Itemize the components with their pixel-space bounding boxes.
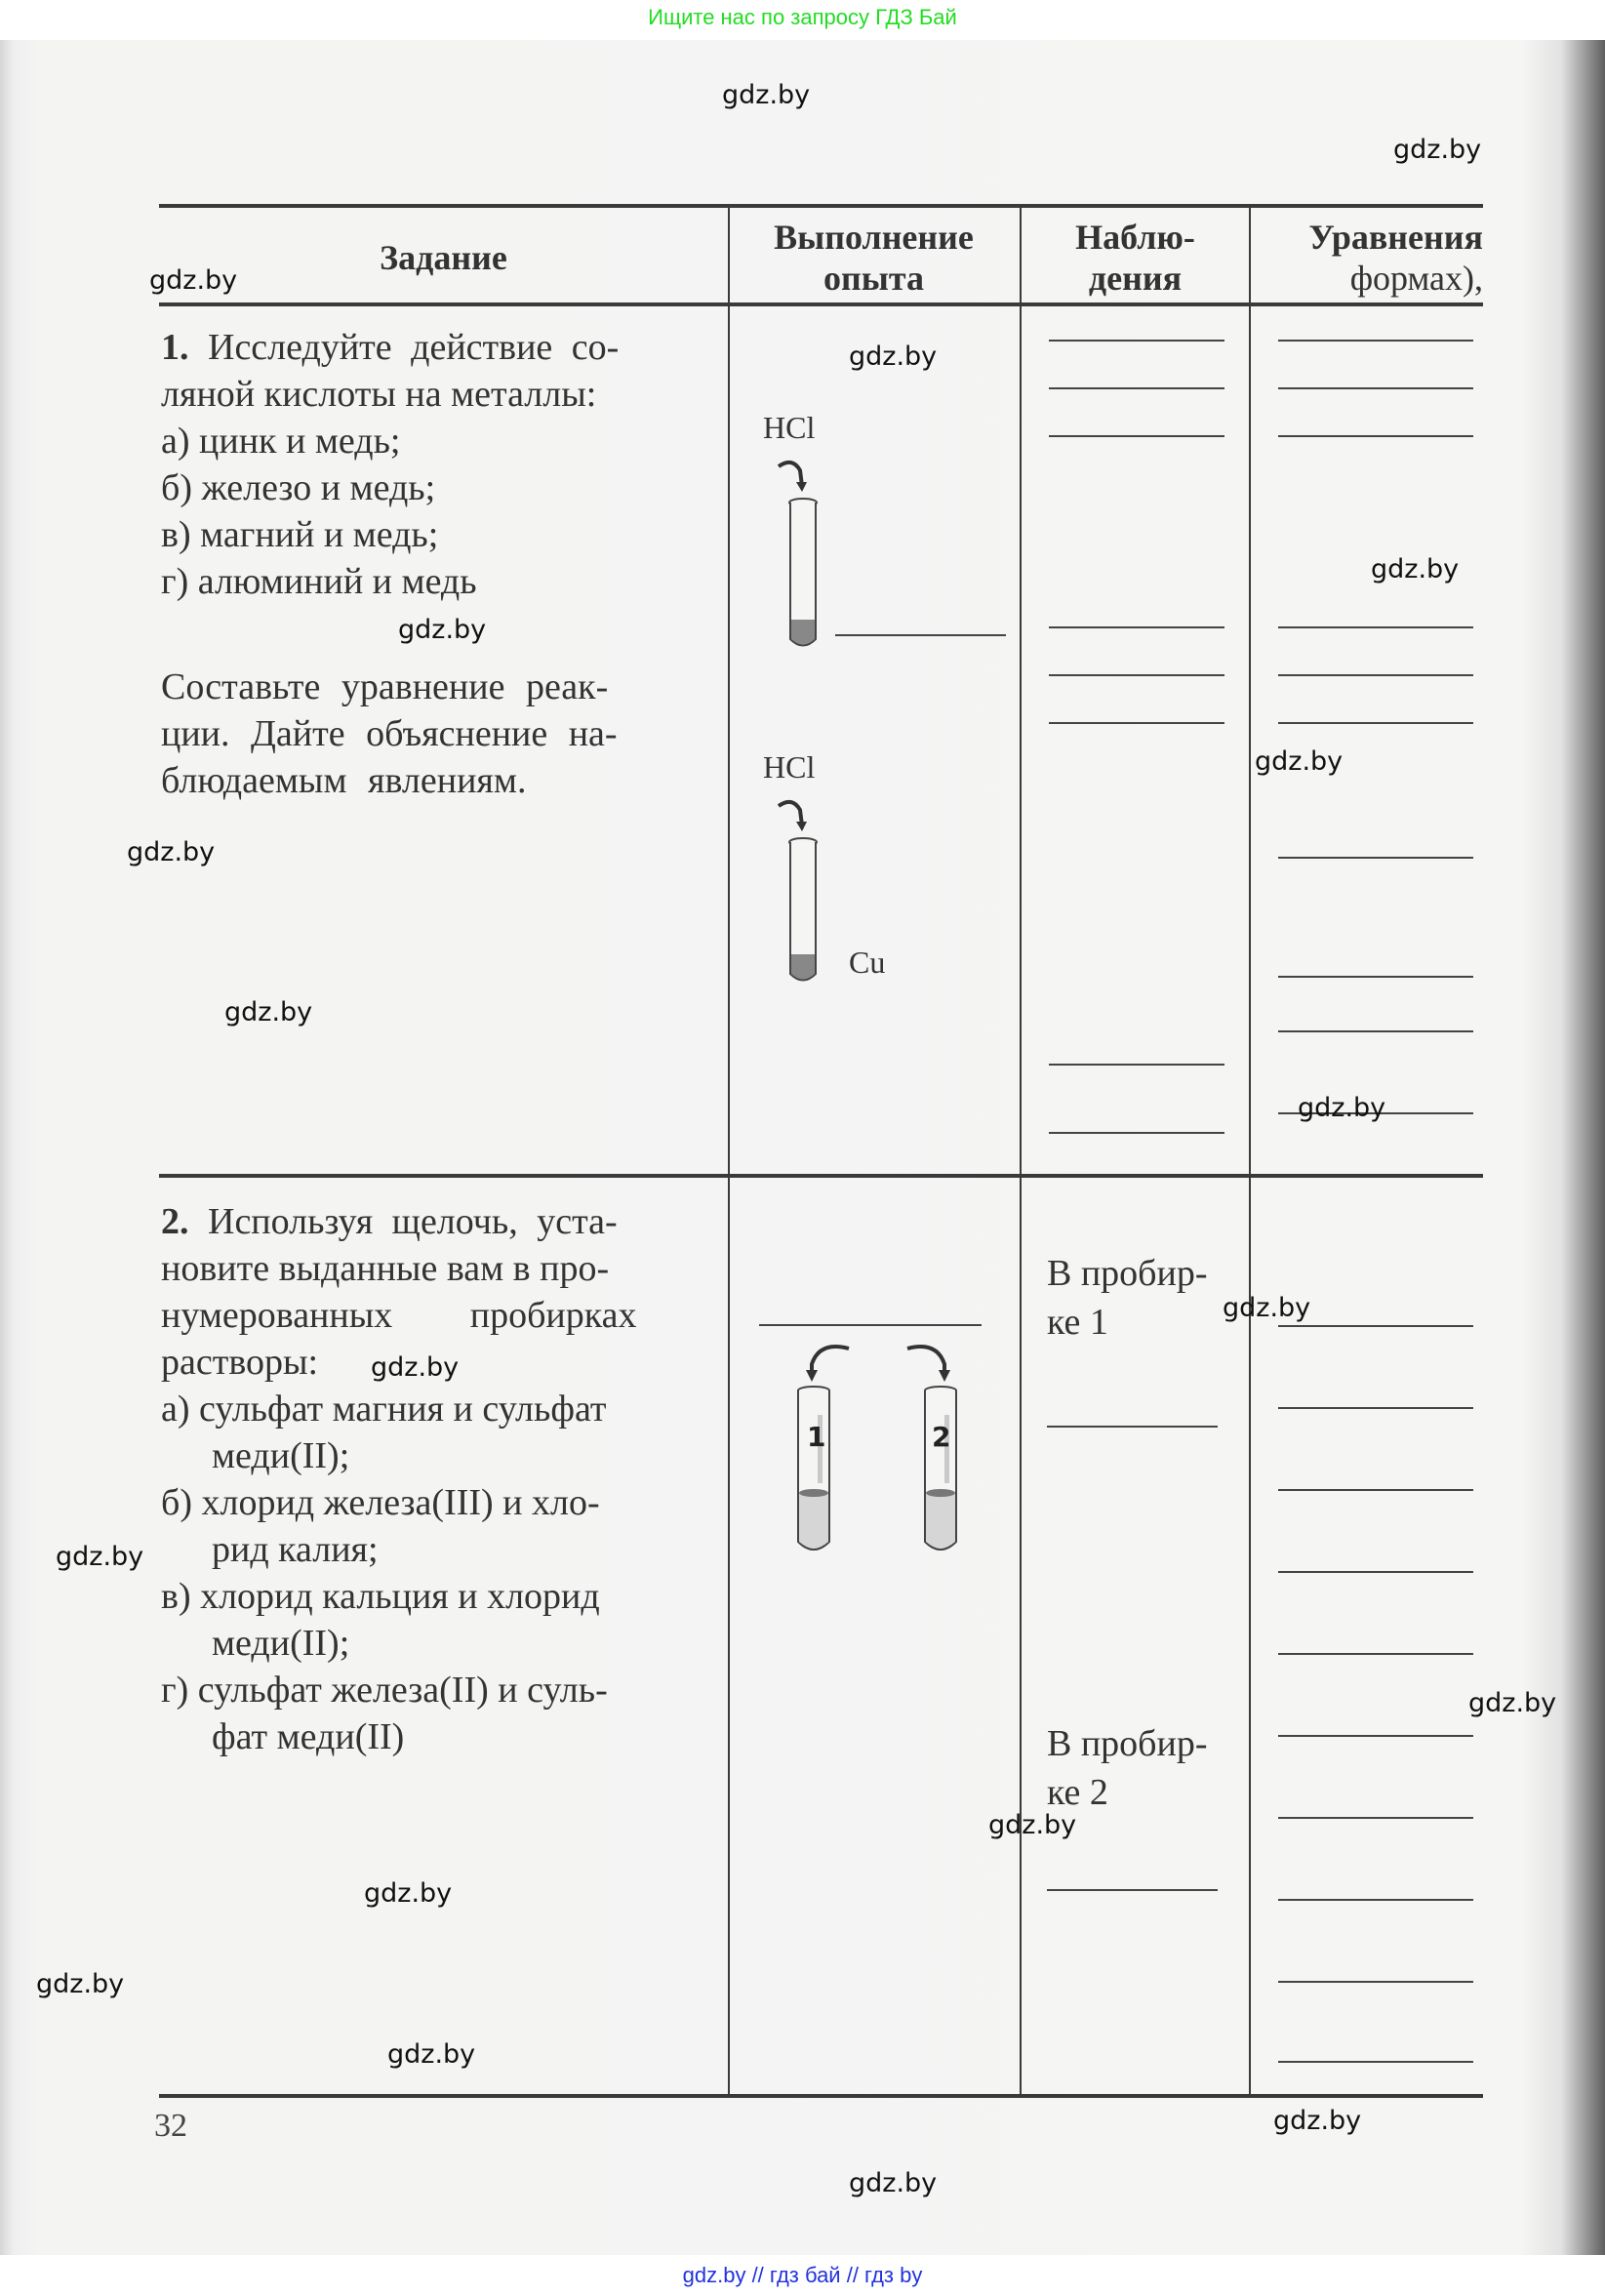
watermark: gdz.by	[36, 1969, 125, 1999]
watermark: gdz.by	[1223, 1293, 1311, 1323]
task-2-line: нумерованных пробирках	[161, 1295, 637, 1336]
watermark: gdz.by	[364, 1878, 453, 1909]
observation-tube-1-line1: В пробир-	[1047, 1253, 1208, 1294]
svg-text:1: 1	[807, 1421, 826, 1453]
watermark: gdz.by	[988, 1810, 1077, 1840]
answer-line	[1278, 2061, 1473, 2063]
task-1-line: ляной кислоты на металлы:	[161, 374, 597, 415]
answer-line	[1278, 1899, 1473, 1901]
task-2-option-b-cont: рид калия;	[212, 1529, 379, 1570]
watermark: gdz.by	[1273, 2106, 1362, 2136]
answer-line	[1278, 722, 1473, 724]
header-observations-line1: Наблю-	[1075, 218, 1195, 257]
task-1-option-d: г) алюминий и медь	[161, 561, 477, 602]
answer-line	[1278, 674, 1473, 676]
header-experiment-line2: опыта	[823, 259, 924, 298]
answer-line	[1278, 976, 1473, 978]
watermark: gdz.by	[127, 837, 216, 867]
header-equations	[1251, 217, 1483, 299]
task-1-line: Исследуйте действие со-	[208, 327, 620, 368]
watermark: gdz.by	[371, 1352, 460, 1383]
header-observations	[1021, 217, 1250, 299]
task-2-option-a: а) сульфат магния и сульфат	[161, 1389, 607, 1430]
answer-line	[1278, 1981, 1473, 1983]
watermark: gdz.by	[1393, 135, 1482, 165]
answer-line	[1278, 340, 1473, 342]
watermark: gdz.by	[56, 1542, 144, 1572]
footer-links[interactable]: gdz.by // гдз бай // гдз by	[682, 2263, 923, 2287]
observation-tube-1-line2: ке 1	[1047, 1302, 1108, 1343]
task-2-option-c: в) хлорид кальция и хлорид	[161, 1576, 600, 1617]
observation-tube-1	[1047, 1249, 1208, 1347]
header-experiment-line1: Выполнение	[774, 218, 974, 257]
task-2-line: новите выданные вам в про-	[161, 1248, 610, 1289]
watermark: gdz.by	[1371, 554, 1460, 584]
task-2-number: 2.	[161, 1201, 189, 1242]
answer-line	[1278, 857, 1473, 859]
watermark: gdz.by	[1298, 1093, 1386, 1123]
reagent-label-hcl-2: HCl	[763, 749, 816, 785]
watermark: gdz.by	[398, 615, 487, 645]
task-1-instruction-line: блюдаемым явлениям.	[161, 760, 527, 801]
task-2-option-b: б) хлорид железа(III) и хло-	[161, 1482, 600, 1523]
table-top-border	[159, 204, 1483, 208]
task-2-line: Используя щелочь, уста-	[208, 1201, 618, 1242]
header-task: Задание	[380, 238, 507, 277]
test-tube-1-icon	[771, 459, 839, 654]
observation-tube-2-line2: ке 2	[1047, 1772, 1108, 1813]
test-tube-copper-icon	[771, 798, 839, 993]
task-2-option-d: г) сульфат железа(II) и суль-	[161, 1670, 608, 1711]
watermark: gdz.by	[224, 997, 313, 1027]
task-2-text	[161, 1198, 637, 1760]
answer-line	[1049, 387, 1224, 389]
page-number: 32	[154, 2108, 187, 2144]
svg-text:2: 2	[932, 1421, 951, 1453]
metal-label-cu: Cu	[849, 945, 886, 980]
watermark: gdz.by	[1468, 1688, 1557, 1718]
table-header-bottom-border	[159, 302, 1483, 306]
task-1-instruction-line: Составьте уравнение реак-	[161, 666, 609, 707]
answer-line	[1278, 1325, 1473, 1327]
header-equations-line2: формах),	[1349, 259, 1483, 298]
answer-line	[1047, 1889, 1218, 1891]
answer-line	[1049, 674, 1224, 676]
task-1-number: 1.	[161, 327, 189, 368]
answer-line	[1278, 1653, 1473, 1655]
observation-tube-2-line1: В пробир-	[1047, 1723, 1208, 1764]
search-banner: Ищите нас по запросу ГДЗ Бай	[648, 5, 957, 29]
answer-line	[1049, 1132, 1224, 1134]
task-2-option-d-cont: фат меди(II)	[212, 1716, 405, 1757]
column-divider-1	[728, 205, 730, 2096]
task-1-instruction	[161, 664, 618, 804]
answer-line	[1278, 1407, 1473, 1409]
watermark: gdz.by	[1255, 746, 1344, 777]
task-1-instruction-line: ции. Дайте объяснение на-	[161, 713, 618, 754]
answer-line	[1278, 435, 1473, 437]
table-bottom-border	[159, 2094, 1483, 2098]
header-experiment	[728, 217, 1020, 299]
answer-line	[1047, 1426, 1218, 1428]
watermark: gdz.by	[849, 342, 938, 372]
task-2-option-a-cont: меди(II);	[212, 1435, 350, 1476]
task-2-option-c-cont: меди(II);	[212, 1623, 350, 1664]
answer-line	[1278, 387, 1473, 389]
header-observations-line2: дения	[1088, 259, 1183, 298]
answer-line	[1278, 1030, 1473, 1032]
answer-line	[1049, 435, 1224, 437]
task-2-line: растворы:	[161, 1342, 319, 1383]
watermark: gdz.by	[849, 2168, 938, 2198]
answer-line	[1049, 340, 1224, 342]
answer-line	[1278, 1817, 1473, 1819]
answer-line	[1278, 1571, 1473, 1573]
column-divider-3	[1249, 205, 1251, 2096]
task-1-option-c: в) магний и медь;	[161, 514, 439, 555]
table-row-divider	[159, 1174, 1483, 1178]
answer-line	[759, 1324, 982, 1326]
task-1-option-a: а) цинк и медь;	[161, 421, 401, 462]
watermark: gdz.by	[387, 2039, 476, 2070]
header-equations-line1: Уравнения	[1308, 218, 1483, 257]
reagent-label-hcl-1: HCl	[763, 410, 816, 445]
watermark: gdz.by	[722, 80, 811, 110]
answer-line	[1049, 626, 1224, 628]
task-1-text	[161, 324, 619, 605]
task-1-option-b: б) железо и медь;	[161, 467, 436, 508]
answer-line	[835, 634, 1006, 636]
answer-line	[1278, 1735, 1473, 1737]
watermark: gdz.by	[149, 265, 238, 296]
numbered-test-tubes-icon	[781, 1337, 976, 1561]
answer-line	[1049, 1064, 1224, 1066]
answer-line	[1278, 1489, 1473, 1491]
observation-tube-2	[1047, 1719, 1208, 1817]
answer-line	[1049, 722, 1224, 724]
answer-line	[1278, 626, 1473, 628]
